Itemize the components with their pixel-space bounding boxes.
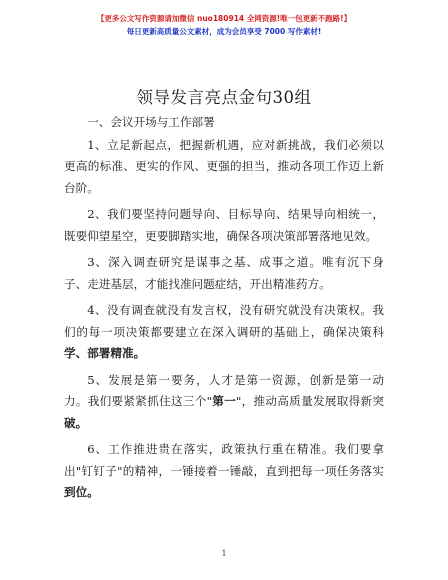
paragraph-5: 5、发展是第一要务，人才是第一资源，创新是第一动力。我们要紧紧抓住这三个"第一"，推动高质量发展取得新突破。 bbox=[64, 372, 384, 430]
paragraph-3: 3、深入调查研究是谋事之基、成事之道。唯有沉下身子、走进基层，才能找准问题症结，开出精准药方。 bbox=[64, 255, 384, 291]
bold-text: 到位。 bbox=[64, 485, 99, 499]
paragraph-4: 4、没有调查就没有发言权，没有研究就没有决策权。我们的每一项决策都要建立在深入调研的基础上，确保决策科学、部署精准。 bbox=[64, 303, 384, 360]
banner-line-1: 【更多公文写作资源请加微信 nuo180914 全网资源!唯一包更新不跑路!】 bbox=[96, 14, 352, 23]
page-number: 1 bbox=[221, 549, 227, 558]
promo-banner bbox=[0, 12, 448, 38]
section-heading: 一、会议开场与工作部署 bbox=[87, 115, 215, 129]
document-title: 领导发言亮点金句30组 bbox=[136, 88, 312, 107]
banner-line-2: 每日更新高质量公文素材，成为会员享受 7000 写作素材! bbox=[126, 27, 322, 36]
document-body bbox=[64, 112, 384, 509]
bold-text: 破。 bbox=[64, 415, 88, 430]
paragraph-2: 2、我们要坚持问题导向、目标导向、结果导向相统一，既要仰望星空，更要脚踏实地，确保各项决策部署落地见效。 bbox=[64, 207, 384, 243]
paragraph-1: 1、立足新起点，把握新机遇，应对新挑战，我们必须以更高的标准、更实的作风、更强的担当，推动各项工作迈上新台阶。 bbox=[64, 137, 384, 195]
bold-text: 第一 bbox=[211, 394, 237, 408]
bold-text: 学、部署精准。 bbox=[64, 346, 146, 360]
paragraph-6: 6、工作推进贵在落实，政策执行重在精准。我们要拿出"钉钉子"的精神，一锤接着一锤敲，直到把每一项任务落实到位。 bbox=[64, 442, 384, 499]
